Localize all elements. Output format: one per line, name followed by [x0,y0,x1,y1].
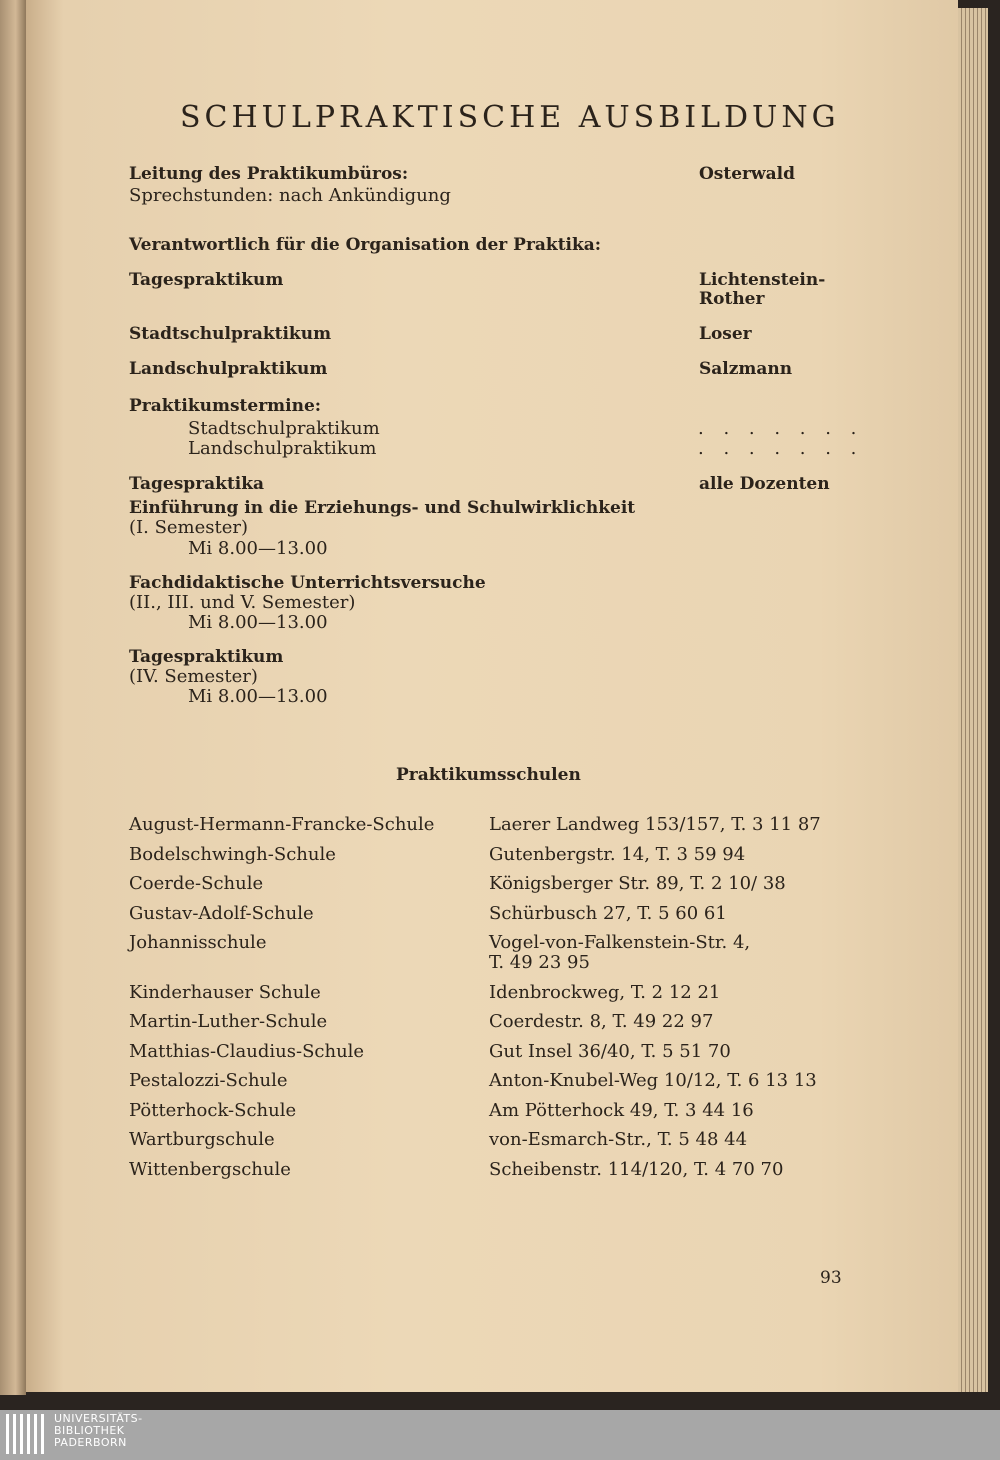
row-label-tagespraktikum: Tagespraktikum [129,270,284,290]
leitung-name: Osterwald [699,164,795,184]
tagespraktika-responsible: alle Dozenten [699,474,830,494]
termine-heading: Praktikumstermine: [129,396,322,416]
school-address: Scheibenstr. 114/120, T. 4 70 70 [489,1159,784,1180]
book-page [26,0,958,1392]
termine-item-land: Landschulpraktikum [188,438,377,459]
schulen-heading: Praktikumsschulen [396,765,581,785]
row-label-landschulpraktikum: Landschulpraktikum [129,359,328,379]
block-time-einfuehrung: Mi 8.00—13.00 [188,538,328,559]
school-name: Pestalozzi-Schule [129,1070,288,1091]
school-name: Wittenbergschule [129,1159,291,1180]
school-address: Königsberger Str. 89, T. 2 10/ 38 [489,873,786,894]
block-title-tagespraktikum: Tagespraktikum [129,647,284,667]
facing-page-edge [0,0,26,1395]
school-address: Vogel-von-Falkenstein-Str. 4, [489,932,751,953]
page-stack-edge [958,8,988,1392]
row-name-landschulpraktikum: Salzmann [699,359,793,379]
school-name: Wartburgschule [129,1129,275,1150]
row-name-tagespraktikum-line2: Rother [699,289,765,309]
block-semester-einfuehrung: (I. Semester) [129,517,249,538]
school-name: Martin-Luther-Schule [129,1011,328,1032]
termine-item-stadt: Stadtschulpraktikum [188,418,380,439]
block-semester-tagespraktikum: (IV. Semester) [129,666,258,687]
school-address: Idenbrockweg, T. 2 12 21 [489,982,721,1003]
school-address: von-Esmarch-Str., T. 5 48 44 [489,1129,748,1150]
block-time-tagespraktikum: Mi 8.00—13.00 [188,686,328,707]
block-semester-fachdidaktik: (II., III. und V. Semester) [129,592,356,613]
tagespraktika-heading: Tagespraktika [129,474,265,494]
library-logo-icon [6,1414,46,1454]
school-address-line2: T. 49 23 95 [489,952,590,973]
school-name: Bodelschwingh-Schule [129,844,336,865]
row-label-stadtschulpraktikum: Stadtschulpraktikum [129,324,332,344]
termine-placeholder-land: . . . . . . . [698,438,864,459]
school-name: August-Hermann-Francke-Schule [129,814,435,835]
school-name: Matthias-Claudius-Schule [129,1041,365,1062]
school-address: Am Pötterhock 49, T. 3 44 16 [489,1100,754,1121]
leitung-label: Leitung des Praktikumbüros: [129,164,409,184]
sprechstunden-text: Sprechstunden: nach Ankündigung [129,185,451,206]
page-number: 93 [820,1268,842,1288]
school-address: Anton-Knubel-Weg 10/12, T. 6 13 13 [489,1070,817,1091]
school-name: Johannisschule [129,932,267,953]
school-address: Gut Insel 36/40, T. 5 51 70 [489,1041,731,1062]
school-name: Gustav-Adolf-Schule [129,903,314,924]
logo-line-1: UNIVERSITÄTS- [54,1412,143,1425]
block-time-fachdidaktik: Mi 8.00—13.00 [188,612,328,633]
verantwortlich-heading: Verantwortlich für die Organisation der Praktika: [129,235,602,255]
school-address: Coerdestr. 8, T. 49 22 97 [489,1011,714,1032]
block-title-fachdidaktik: Fachdidaktische Unterrichtsversuche [129,573,486,593]
block-title-einfuehrung: Einführung in die Erziehungs- und Schulwirklichkeit [129,498,636,518]
logo-line-3: PADERBORN [54,1436,127,1449]
school-address: Schürbusch 27, T. 5 60 61 [489,903,727,924]
library-footer-bar [0,1410,1000,1460]
school-address: Gutenbergstr. 14, T. 3 59 94 [489,844,746,865]
page-title: SCHULPRAKTISCHE AUSBILDUNG [180,100,840,135]
school-address: Laerer Landweg 153/157, T. 3 11 87 [489,814,821,835]
termine-placeholder-stadt: . . . . . . . [698,418,864,439]
logo-line-2: BIBLIOTHEK [54,1424,125,1437]
row-name-tagespraktikum: Lichtenstein- [699,270,826,290]
school-name: Coerde-Schule [129,873,264,894]
school-name: Pötterhock-Schule [129,1100,297,1121]
row-name-stadtschulpraktikum: Loser [699,324,752,344]
school-name: Kinderhauser Schule [129,982,321,1003]
